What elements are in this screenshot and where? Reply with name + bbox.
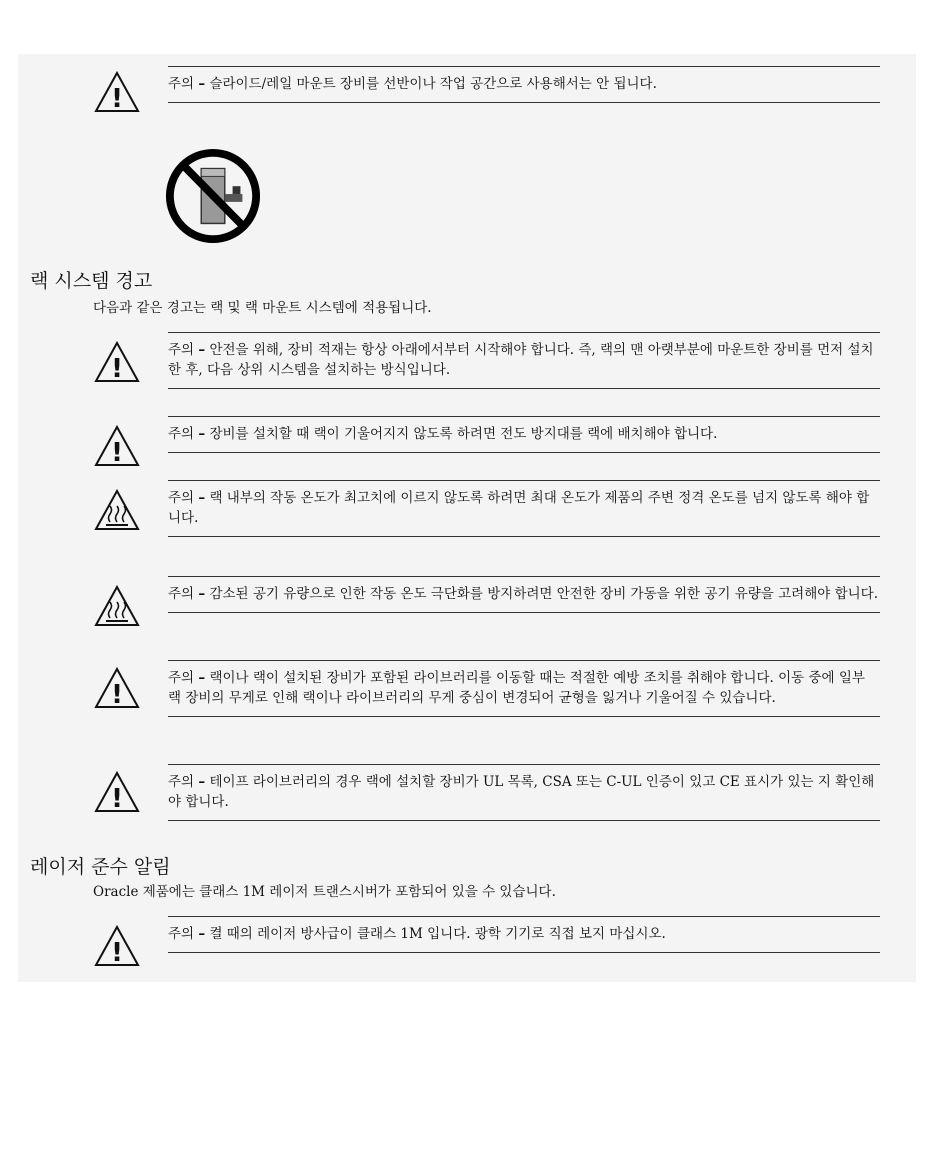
rack-notice-6: 주의 – 테이프 라이브러리의 경우 랙에 설치할 장비가 UL 목록, CSA 또는 C-UL 인증이 있고 CE 표시가 있는 지 확인해야 합니다. bbox=[168, 764, 880, 821]
svg-text:!: ! bbox=[111, 938, 123, 968]
rack-section-intro: 다음과 같은 경고는 랙 및 랙 마운트 시스템에 적용됩니다. bbox=[93, 300, 432, 316]
warning-icon bbox=[94, 924, 140, 968]
laser-section-intro: Oracle 제품에는 클래스 1M 레이저 트랜스시버가 포함되어 있을 수 있습니다. bbox=[93, 884, 556, 900]
rack-notice-5: 주의 – 랙이나 랙이 설치된 장비가 포함된 라이브러리를 이동할 때는 적절한 예방 조치를 취해야 합니다. 이동 중에 일부 랙 장비의 무게로 인해 랙이나 라이브러리의 무게 중심이 변경되어 균형을 잃거나 기울어질 수 있습니다. bbox=[168, 660, 880, 717]
top-notice: 주의 – 슬라이드/레일 마운트 장비를 선반이나 작업 공간으로 사용해서는 안 됩니다. bbox=[168, 66, 880, 103]
svg-text:!: ! bbox=[111, 354, 123, 384]
laser-section-title: 레이저 준수 알림 bbox=[30, 856, 171, 878]
warning-icon bbox=[94, 770, 140, 814]
rack-notice-1: 주의 – 안전을 위해, 장비 적재는 항상 아래에서부터 시작해야 합니다. 즉, 랙의 맨 아랫부분에 마운트한 장비를 먼저 설치한 후, 다음 상위 시스템을 설치하는 방식입니다. bbox=[168, 332, 880, 389]
hot-surface-icon bbox=[94, 584, 140, 628]
svg-text:!: ! bbox=[111, 438, 123, 468]
rack-notice-4: 주의 – 감소된 공기 유량으로 인한 작동 온도 극단화를 방지하려면 안전한 장비 가동을 위한 공기 유량을 고려해야 합니다. bbox=[168, 576, 880, 613]
no-step-rack-icon bbox=[164, 147, 262, 245]
warning-icon bbox=[94, 666, 140, 710]
laser-notice: 주의 – 켤 때의 레이저 방사급이 클래스 1M 입니다. 광학 기기로 직접 보지 마십시오. bbox=[168, 916, 880, 953]
svg-text:!: ! bbox=[111, 84, 123, 114]
hot-surface-icon bbox=[94, 488, 140, 532]
svg-text:!: ! bbox=[111, 680, 123, 710]
warning-icon bbox=[94, 424, 140, 468]
warning-icon bbox=[94, 340, 140, 384]
svg-text:!: ! bbox=[111, 784, 123, 814]
rack-section-title: 랙 시스템 경고 bbox=[30, 270, 153, 292]
warning-icon bbox=[94, 70, 140, 114]
rack-notice-2: 주의 – 장비를 설치할 때 랙이 기울어지지 않도록 하려면 전도 방지대를 랙에 배치해야 합니다. bbox=[168, 416, 880, 453]
rack-notice-3: 주의 – 랙 내부의 작동 온도가 최고치에 이르지 않도록 하려면 최대 온도가 제품의 주변 정격 온도를 넘지 않도록 해야 합니다. bbox=[168, 480, 880, 537]
